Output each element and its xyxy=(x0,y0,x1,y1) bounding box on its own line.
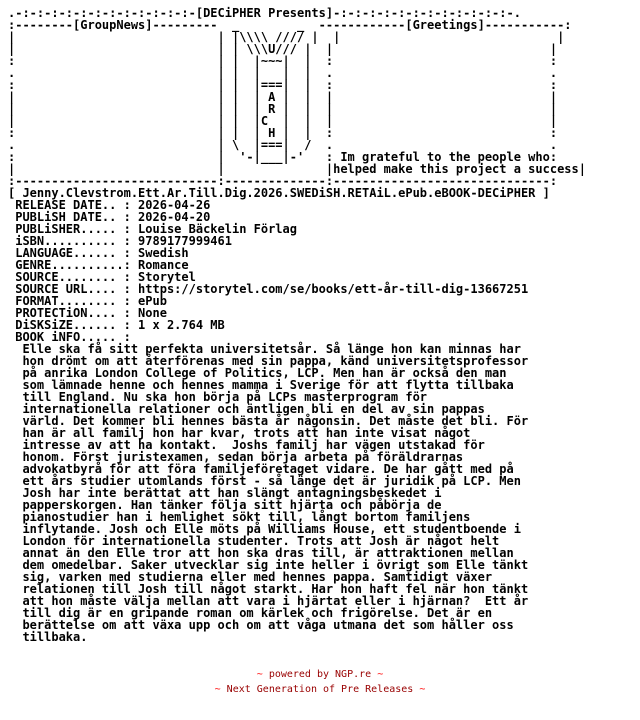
nfo-line: berättelse om att växa upp och om att våga utmana det som håller oss xyxy=(8,618,514,632)
footer-powered-by xyxy=(0,668,640,682)
footer-tagline-text: Next Generation of Pre Releases xyxy=(226,684,414,695)
nfo-line: advokatbyrå för att föra familjeföretaget vidare. De har gått med på xyxy=(8,462,514,476)
nfo-line: SOURCE URL.... : https://storytel.com/se/books/ett-år-till-dig-13667251 xyxy=(8,282,529,296)
tilde-right: ~ xyxy=(419,684,426,695)
nfo-text xyxy=(8,7,586,643)
nfo-line: | | | | R | | | | xyxy=(8,102,558,116)
nfo-line: BOOK iNFO..... : xyxy=(8,330,131,344)
nfo-line: värld. Det kommer bli hennes bästa år någonsin. Det måste det bli. För xyxy=(8,414,529,428)
nfo-line: Elle ska få sitt perfekta universitetsår. Så länge hon kan minnas har xyxy=(8,342,521,356)
nfo-line: | | | \\\U/// | | | xyxy=(8,42,558,56)
nfo-line: PROTECTiON.... : None xyxy=(8,306,167,320)
footer-tagline xyxy=(0,683,640,697)
nfo-line: intresse av att ha kontakt. Joshs familj har vägen utstakad för xyxy=(8,438,485,452)
nfo-line: relationen till Josh till något starkt. Har hon haft fel när hon tänkt xyxy=(8,582,529,596)
nfo-line: på anrika London College of Politics, LCP. Men han är också den man xyxy=(8,366,507,380)
nfo-line: pianostudier han i hemlighet sökt till, långt bortom familjens xyxy=(8,510,471,524)
nfo-line: honom. Först juristexamen, sedan börja arbeta på föräldrarnas xyxy=(8,450,464,464)
nfo-line: : | | | H | | : : xyxy=(8,126,558,140)
nfo-line: PUBLiSHER..... : Louise Bäckelin Förlag xyxy=(8,222,297,236)
nfo-line: DiSKSiZE...... : 1 x 2.764 MB xyxy=(8,318,225,332)
nfo-line: dem omedelbar. Saker utvecklar sig inte heller i övrigt som Elle tänkt xyxy=(8,558,529,572)
nfo-line: hon drömt om att återförenas med sin pappa, känd universitetsprofessor xyxy=(8,354,529,368)
nfo-line: : | | |===| | : : xyxy=(8,78,558,92)
nfo-line: inflytande. Josh och Elle möts på Williams House, ett studentboende i xyxy=(8,522,521,536)
nfo-line: :--------[GroupNews]--------- _ _ ------------[Greetings]-----------: xyxy=(8,18,572,32)
nfo-line: att hon måste välja mellan att vara i hjärtat eller i hjärnan? Ett år xyxy=(8,594,529,608)
nfo-line: papperskorgen. Han tänker följa sitt hjärta och påbörja de xyxy=(8,498,442,512)
nfo-line: PUBLiSH DATE.. : 2026-04-20 xyxy=(8,210,211,224)
nfo-line: [ Jenny.Clevstrom.Ett.Ar.Till.Dig.2026.SWEDiSH.RETAiL.ePub.eBOOK-DECiPHER ] xyxy=(8,186,550,200)
nfo-line: ett års studier utomlands först - så länge det är juridik på LCP. Men xyxy=(8,474,521,488)
nfo-line: som lämnade henne och hennes mamma i Sverige för att flytta tillbaka xyxy=(8,378,514,392)
tilde-left: ~ xyxy=(214,684,221,695)
nfo-line: . | \ |===| / . . xyxy=(8,138,558,152)
nfo-line: iSBN.......... : 9789177999461 xyxy=(8,234,232,248)
nfo-line: | | | | A | | | | xyxy=(8,90,558,104)
nfo-line: han är all familj hon har kvar, trots att han inte visat något xyxy=(8,426,471,440)
nfo-line: London för internationella studenter. Trots att Josh är något helt xyxy=(8,534,500,548)
footer-powered-text: powered by NGP.re xyxy=(268,669,372,680)
nfo-line: sig, varken med studierna eller med hennes pappa. Samtidigt växer xyxy=(8,570,493,584)
nfo-line: : | | |~~~| | : : xyxy=(8,54,558,68)
tilde-left: ~ xyxy=(256,669,263,680)
nfo-line: FORMAT........ : ePub xyxy=(8,294,167,308)
nfo-line: annat än den Elle tror att hon ska dras till, är attraktionen mellan xyxy=(8,546,514,560)
tilde-right: ~ xyxy=(377,669,384,680)
nfo-line: SOURCE........ : Storytel xyxy=(8,270,196,284)
nfo-line: | | |helped make this project a success| xyxy=(8,162,586,176)
nfo-line: RELEASE DATE.. : 2026-04-26 xyxy=(8,198,211,212)
nfo-line: | | | |C | | | | xyxy=(8,114,558,128)
nfo-line: LANGUAGE...... : Swedish xyxy=(8,246,189,260)
nfo-line: :----------------------------:--------------:------------------------------: xyxy=(8,174,558,188)
nfo-line: | | |\\\\ //// | | | xyxy=(8,30,565,44)
nfo-line: : | '-|___|-' : Im grateful to the people who: xyxy=(8,150,558,164)
nfo-line: Josh har inte berättat att han slängt antagningsbeskedet i xyxy=(8,486,442,500)
nfo-line: internationella relationer och äntligen bli en del av sin pappas xyxy=(8,402,485,416)
nfo-line: . | | | | | . . xyxy=(8,66,558,80)
nfo-line: tillbaka. xyxy=(8,630,88,644)
nfo-line: GENRE..........: Romance xyxy=(8,258,189,272)
nfo-line: .-:-:-:-:-:-:-:-:-:-:-:-:-[DECiPHER Presents]-:-:-:-:-:-:-:-:-:-:-:-:-. xyxy=(8,6,521,20)
nfo-line: till England. Nu ska hon börja på LCPs masterprogram för xyxy=(8,390,428,404)
nfo-line: till dig är en gripande roman om kärlek och frigörelse. Det är en xyxy=(8,606,493,620)
